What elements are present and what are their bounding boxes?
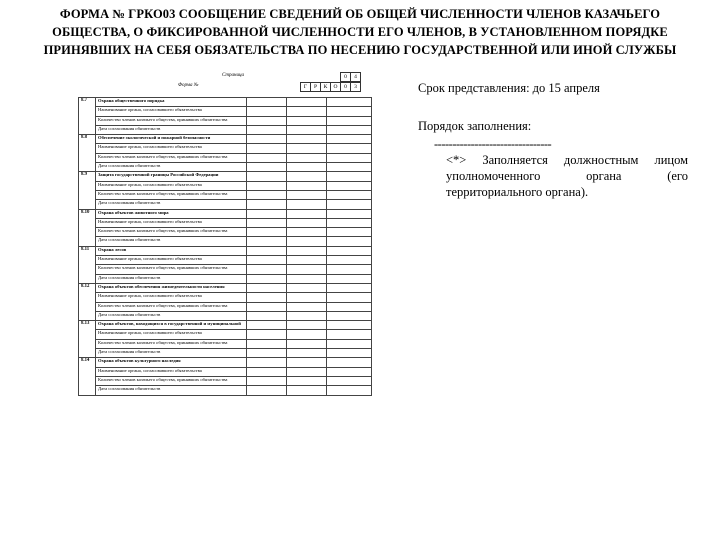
value-cell <box>287 367 327 376</box>
form-code: О <box>330 82 341 92</box>
value-cell <box>287 274 327 283</box>
value-cell <box>247 302 287 311</box>
sub-row-label: Количество членов казачьего общества, принявших обязательства <box>96 228 247 237</box>
value-cell <box>287 125 327 134</box>
section-heading: Охрана объектов, находящихся в государственной и муниципальной <box>96 321 247 330</box>
section-sub-row <box>79 349 372 358</box>
section-number: 8.10 <box>79 209 96 246</box>
value-cell <box>327 209 372 218</box>
section-sub-row <box>79 302 372 311</box>
value-cell <box>247 144 287 153</box>
value-cell <box>287 153 327 162</box>
section-row <box>79 135 372 144</box>
value-cell <box>327 237 372 246</box>
value-cell <box>287 237 327 246</box>
section-number: 8.9 <box>79 172 96 209</box>
section-heading: Обеспечение экологической и пожарной безопасности <box>96 135 247 144</box>
value-cell <box>327 228 372 237</box>
section-number: 8.12 <box>79 283 96 320</box>
value-cell <box>247 256 287 265</box>
form-code: 0 <box>340 82 351 92</box>
value-cell <box>287 330 327 339</box>
section-row <box>79 283 372 292</box>
value-cell <box>247 107 287 116</box>
value-cell <box>247 274 287 283</box>
sub-row-label: Количество членов казачьего общества, принявших обязательства <box>96 302 247 311</box>
value-cell <box>247 386 287 395</box>
value-cell <box>287 144 327 153</box>
value-cell <box>287 283 327 292</box>
value-cell <box>247 283 287 292</box>
value-cell <box>327 302 372 311</box>
sub-row-label: Наименование органа, согласовавшего обязательства <box>96 293 247 302</box>
value-cell <box>287 135 327 144</box>
value-cell <box>287 228 327 237</box>
section-sub-row <box>79 311 372 320</box>
value-cell <box>327 265 372 274</box>
value-cell <box>327 256 372 265</box>
sub-row-label: Дата согласования обязательств <box>96 125 247 134</box>
value-cell <box>247 237 287 246</box>
value-cell <box>327 376 372 385</box>
sub-row-label: Количество членов казачьего общества, принявших обязательства <box>96 190 247 199</box>
value-cell <box>247 135 287 144</box>
value-cell <box>327 172 372 181</box>
value-cell <box>327 98 372 107</box>
title-line: ОБЩЕСТВА, О ФИКСИРОВАННОЙ ЧИСЛЕННОСТИ ЕГО ЧЛЕНОВ, В УСТАНОВЛЕННОМ ПОРЯДКЕ <box>52 25 668 39</box>
value-cell <box>287 311 327 320</box>
value-cell <box>327 274 372 283</box>
value-cell <box>327 386 372 395</box>
section-sub-row <box>79 367 372 376</box>
value-cell <box>327 321 372 330</box>
page-code: 4 <box>350 72 361 82</box>
form-code: К <box>320 82 331 92</box>
section-sub-row <box>79 144 372 153</box>
value-cell <box>327 135 372 144</box>
section-sub-row <box>79 228 372 237</box>
value-cell <box>247 293 287 302</box>
sub-row-label: Наименование органа, согласовавшего обязательства <box>96 256 247 265</box>
value-cell <box>327 107 372 116</box>
section-sub-row <box>79 116 372 125</box>
value-cell <box>247 190 287 199</box>
section-sub-row <box>79 218 372 227</box>
value-cell <box>287 256 327 265</box>
sub-row-label: Количество членов казачьего общества, принявших обязательства <box>96 153 247 162</box>
section-number: 8.11 <box>79 246 96 283</box>
section-sub-row <box>79 237 372 246</box>
sub-row-label: Количество членов казачьего общества, принявших обязательства <box>96 376 247 385</box>
section-sub-row <box>79 330 372 339</box>
value-cell <box>247 358 287 367</box>
value-cell <box>247 153 287 162</box>
sub-row-label: Наименование органа, согласовавшего обязательства <box>96 144 247 153</box>
value-cell <box>247 209 287 218</box>
sub-row-label: Наименование органа, согласовавшего обязательства <box>96 218 247 227</box>
value-cell <box>287 163 327 172</box>
value-cell <box>287 172 327 181</box>
value-cell <box>247 125 287 134</box>
section-heading: Охрана объектов животного мира <box>96 209 247 218</box>
sub-row-label: Дата согласования обязательств <box>96 274 247 283</box>
value-cell <box>287 376 327 385</box>
value-cell <box>287 302 327 311</box>
section-heading: Охрана объектов культурного наследия <box>96 358 247 367</box>
section-sub-row <box>79 256 372 265</box>
form-code: Р <box>310 82 321 92</box>
value-cell <box>287 218 327 227</box>
page-label: Страница <box>222 73 245 78</box>
deadline-text: Срок представления: до 15 апреля <box>418 81 600 95</box>
value-cell <box>247 228 287 237</box>
form-scan <box>78 72 360 532</box>
section-row <box>79 246 372 255</box>
form-code: Г <box>300 82 311 92</box>
sub-row-label: Дата согласования обязательств <box>96 349 247 358</box>
section-sub-row <box>79 265 372 274</box>
value-cell <box>287 190 327 199</box>
form-label: Форма № <box>178 83 199 88</box>
value-cell <box>247 321 287 330</box>
sub-row-label: Дата согласования обязательств <box>96 200 247 209</box>
section-row <box>79 321 372 330</box>
form-header <box>160 72 360 92</box>
value-cell <box>287 200 327 209</box>
title-line: ПРИНЯВШИХ НА СЕБЯ ОБЯЗАТЕЛЬСТВА ПО НЕСЕНИЮ ГОСУДАРСТВЕННОЙ ИЛИ ИНОЙ СЛУЖБЫ <box>43 43 677 57</box>
value-cell <box>247 172 287 181</box>
sub-row-label: Количество членов казачьего общества, принявших обязательства <box>96 339 247 348</box>
instructions <box>418 80 708 200</box>
sub-row-label: Наименование органа, согласовавшего обязательства <box>96 330 247 339</box>
value-cell <box>247 163 287 172</box>
value-cell <box>287 116 327 125</box>
value-cell <box>327 367 372 376</box>
section-heading: Защита государственной границы Российской Федерации <box>96 172 247 181</box>
value-cell <box>327 200 372 209</box>
value-cell <box>327 125 372 134</box>
section-sub-row <box>79 376 372 385</box>
value-cell <box>327 330 372 339</box>
value-cell <box>247 181 287 190</box>
value-cell <box>247 98 287 107</box>
section-heading: Охрана общественного порядка <box>96 98 247 107</box>
value-cell <box>327 339 372 348</box>
section-row <box>79 172 372 181</box>
page-code: 0 <box>340 72 351 82</box>
section-sub-row <box>79 339 372 348</box>
value-cell <box>327 181 372 190</box>
value-cell <box>327 163 372 172</box>
sub-row-label: Наименование органа, согласовавшего обязательства <box>96 181 247 190</box>
section-sub-row <box>79 190 372 199</box>
section-heading: Охрана объектов обеспечения жизнедеятельности населения <box>96 283 247 292</box>
sub-row-label: Наименование органа, согласовавшего обязательства <box>96 367 247 376</box>
sub-row-label: Дата согласования обязательств <box>96 237 247 246</box>
sub-row-label: Дата согласования обязательств <box>96 386 247 395</box>
section-heading: Охрана лесов <box>96 246 247 255</box>
value-cell <box>327 293 372 302</box>
value-cell <box>327 358 372 367</box>
section-row <box>79 209 372 218</box>
value-cell <box>287 181 327 190</box>
section-sub-row <box>79 153 372 162</box>
section-sub-row <box>79 163 372 172</box>
value-cell <box>287 386 327 395</box>
value-cell <box>247 116 287 125</box>
section-sub-row <box>79 200 372 209</box>
section-number: 8.13 <box>79 321 96 358</box>
value-cell <box>327 190 372 199</box>
value-cell <box>247 367 287 376</box>
section-row <box>79 98 372 107</box>
form-code: 3 <box>350 82 361 92</box>
value-cell <box>287 209 327 218</box>
sub-row-label: Количество членов казачьего общества, принявших обязательства <box>96 116 247 125</box>
value-cell <box>327 283 372 292</box>
document-title <box>4 5 716 59</box>
section-sub-row <box>79 181 372 190</box>
value-cell <box>247 265 287 274</box>
value-cell <box>247 311 287 320</box>
value-cell <box>287 98 327 107</box>
value-cell <box>247 376 287 385</box>
sub-row-label: Количество членов казачьего общества, принявших обязательства <box>96 265 247 274</box>
value-cell <box>287 107 327 116</box>
value-cell <box>327 116 372 125</box>
sub-row-label: Дата согласования обязательств <box>96 163 247 172</box>
value-cell <box>247 218 287 227</box>
value-cell <box>287 321 327 330</box>
value-cell <box>327 311 372 320</box>
sub-row-label: Наименование органа, согласовавшего обязательства <box>96 107 247 116</box>
value-cell <box>287 265 327 274</box>
value-cell <box>327 218 372 227</box>
value-cell <box>327 153 372 162</box>
value-cell <box>287 339 327 348</box>
section-number: 8.14 <box>79 358 96 395</box>
value-cell <box>287 293 327 302</box>
value-cell <box>247 339 287 348</box>
title-line: ФОРМА № ГРКО03 СООБЩЕНИЕ СВЕДЕНИЙ ОБ ОБЩЕЙ ЧИСЛЕННОСТИ ЧЛЕНОВ КАЗАЧЬЕГО <box>59 7 661 21</box>
section-number: 8.7 <box>79 98 96 135</box>
section-sub-row <box>79 125 372 134</box>
value-cell <box>247 200 287 209</box>
value-cell <box>327 246 372 255</box>
procedure-heading: Порядок заполнения: <box>418 119 532 133</box>
section-sub-row <box>79 274 372 283</box>
footnote-text: <*> Заполняется должностным лицом уполномоченного органа (его территориального органа). <box>446 153 688 199</box>
sub-row-label: Дата согласования обязательств <box>96 311 247 320</box>
section-sub-row <box>79 293 372 302</box>
value-cell <box>287 358 327 367</box>
value-cell <box>327 349 372 358</box>
section-row <box>79 358 372 367</box>
value-cell <box>287 246 327 255</box>
value-cell <box>247 349 287 358</box>
value-cell <box>327 144 372 153</box>
value-cell <box>247 246 287 255</box>
section-number: 8.8 <box>79 135 96 172</box>
value-cell <box>247 330 287 339</box>
footnote-separator: -------------------------------- <box>434 137 552 151</box>
section-sub-row <box>79 386 372 395</box>
value-cell <box>287 349 327 358</box>
form-table <box>78 97 372 396</box>
section-sub-row <box>79 107 372 116</box>
